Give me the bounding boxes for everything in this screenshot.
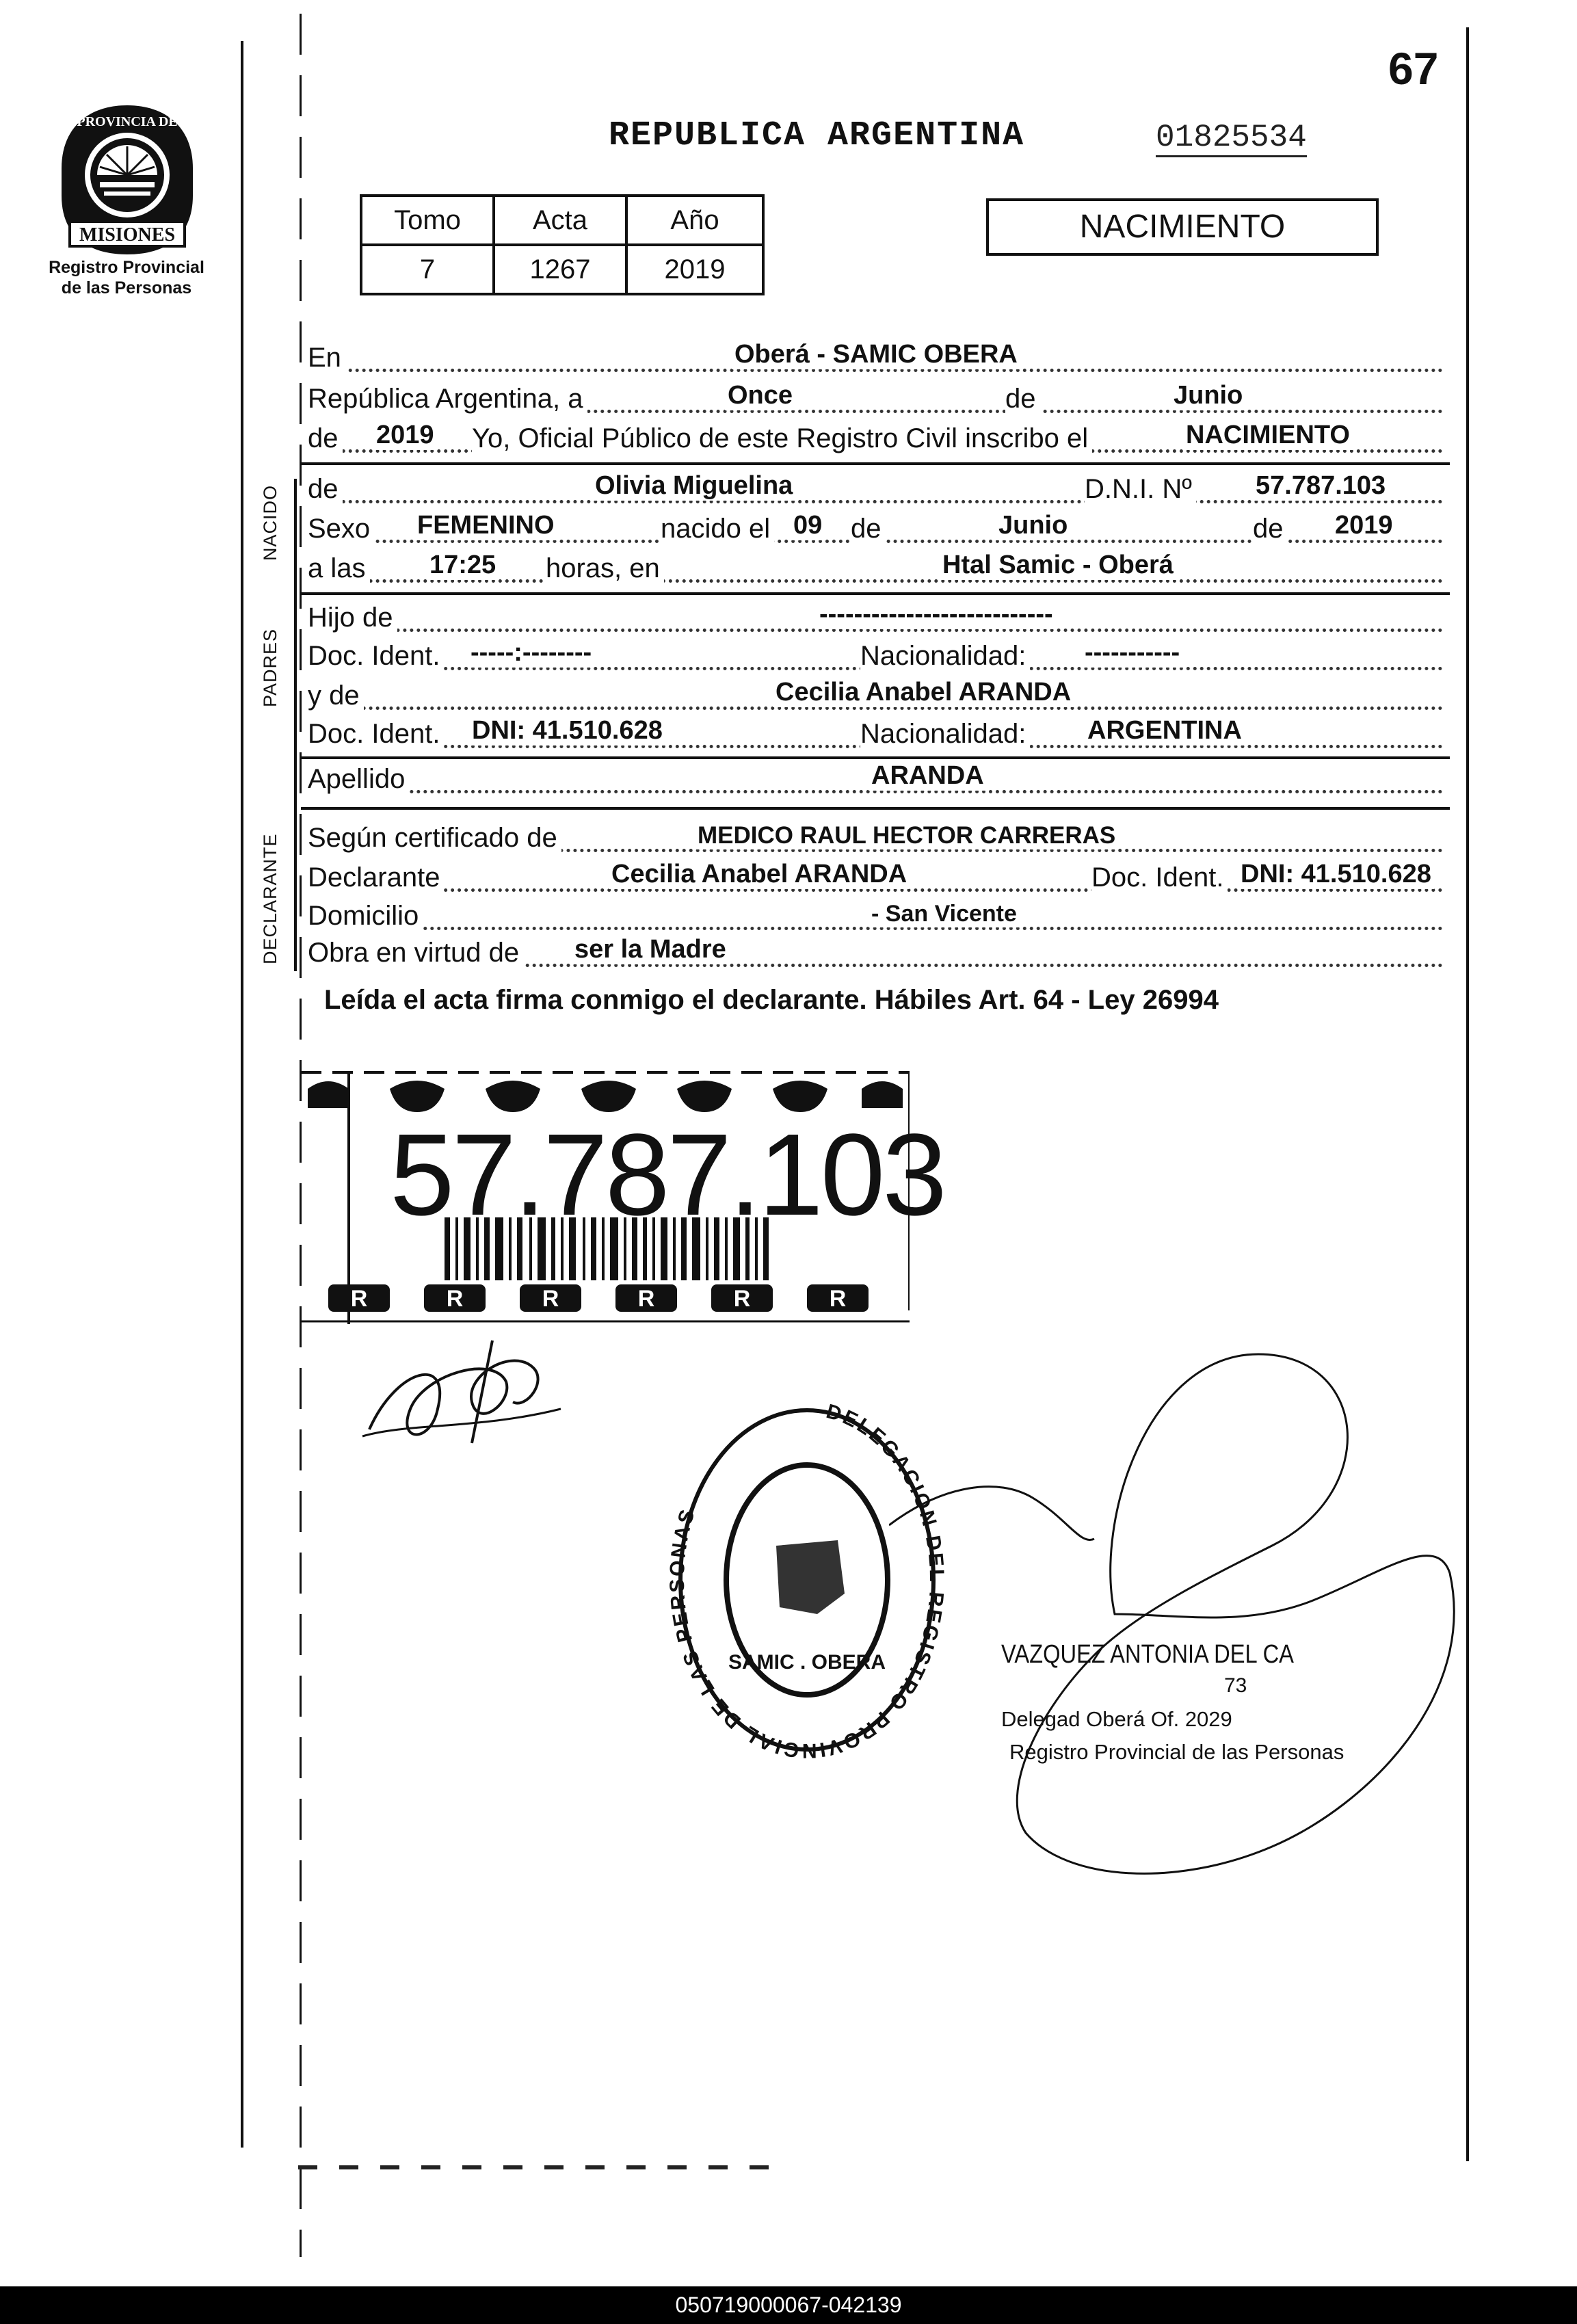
sticker-mark-5: R xyxy=(733,1286,751,1312)
sexo-label: Sexo xyxy=(308,514,374,544)
section-label-declarante: DECLARANTE xyxy=(260,833,280,964)
en-value: Oberá - SAMIC OBERA xyxy=(732,340,1020,369)
year-value: 2019 xyxy=(373,421,437,450)
hijo-label: Hijo de xyxy=(308,603,397,633)
nacido-label: nacido el xyxy=(661,514,774,544)
birth-year-value: 2019 xyxy=(1332,511,1396,540)
de2-label: de xyxy=(308,423,343,454)
mother-doc-value: DNI: 41.510.628 xyxy=(469,716,665,745)
section-label-padres: PADRES xyxy=(260,628,280,707)
line-obra xyxy=(308,934,1443,975)
cert-value: MEDICO RAUL HECTOR CARRERAS xyxy=(695,822,1118,849)
birth-day-value: 09 xyxy=(791,511,825,540)
record-table-value-row xyxy=(361,245,763,294)
day-value: Once xyxy=(725,381,795,410)
official-name: VAZQUEZ ANTONIA DEL CA xyxy=(1001,1640,1294,1669)
registry-label: Registro Provincial de las Personas xyxy=(49,258,204,298)
official-number: 73 xyxy=(1224,1674,1247,1697)
line-en xyxy=(308,339,1443,380)
seal-outer-text: DELEGACION DEL REGISTRO PROVINCIAL DE LAS PERSONAS xyxy=(665,1400,949,1762)
sticker-mark-4: R xyxy=(637,1286,655,1312)
line-mother-doc xyxy=(308,715,1443,756)
line-father-doc xyxy=(308,637,1443,678)
ano-value: 2019 xyxy=(626,245,763,294)
sticker-mark-2: R xyxy=(446,1286,464,1312)
official-registry: Registro Provincial de las Personas xyxy=(1009,1740,1344,1764)
mother-doc-label: Doc. Ident. xyxy=(308,719,444,750)
line-apellido xyxy=(308,761,1443,802)
father-nac-value: ----------- xyxy=(1082,638,1182,668)
apellido-value: ARANDA xyxy=(869,761,987,791)
obra-value: ser la Madre xyxy=(572,935,729,964)
statement-text: Yo, Oficial Público de este Registro Civil inscribo el xyxy=(472,423,1092,454)
line-republica xyxy=(308,380,1443,421)
father-nac-label: Nacionalidad: xyxy=(860,641,1030,672)
child-name-value: Olivia Miguelina xyxy=(592,471,795,501)
sexo-value: FEMENINO xyxy=(414,511,557,540)
line-name xyxy=(308,471,1443,512)
decl-doc-value: DNI: 41.510.628 xyxy=(1238,860,1434,889)
line-mother xyxy=(308,677,1443,718)
line-hijo xyxy=(308,599,1443,640)
republica-label: República Argentina, a xyxy=(308,384,587,414)
crest-arc-text: PROVINCIA DE xyxy=(77,114,178,129)
apellido-label: Apellido xyxy=(308,764,409,795)
dni-sticker-number: 57.787.103 xyxy=(390,1110,944,1240)
record-table xyxy=(360,194,765,295)
signature-left xyxy=(356,1327,574,1464)
record-table-header-row xyxy=(361,196,763,245)
line-domicilio xyxy=(308,897,1443,938)
line-sexo xyxy=(308,510,1443,551)
footer-barcode-text: 050719000067-042139 xyxy=(0,2286,1577,2324)
bottom-dashed-line xyxy=(298,2165,777,2169)
time-value: 17:25 xyxy=(427,551,499,580)
place-value: Htal Samic - Oberá xyxy=(940,551,1176,580)
separator-3 xyxy=(301,756,1450,759)
closing-statement: Leída el acta firma conmigo el declarante. Hábiles Art. 64 - Ley 26994 xyxy=(324,985,1219,1015)
dni-value: 57.787.103 xyxy=(1253,471,1388,501)
cert-label: Según certificado de xyxy=(308,823,561,854)
birth-month-value: Junio xyxy=(996,511,1070,540)
document-title: REPUBLICA ARGENTINA xyxy=(609,116,1025,155)
birth-de-label: de xyxy=(851,514,886,544)
mother-nac-value: ARGENTINA xyxy=(1085,716,1245,745)
father-doc-label: Doc. Ident. xyxy=(308,641,444,672)
domicilio-label: Domicilio xyxy=(308,901,423,932)
dni-label: D.N.I. Nº xyxy=(1085,474,1196,505)
sticker-mark-6: R xyxy=(829,1286,847,1312)
acta-value: 1267 xyxy=(494,245,626,294)
separator-4 xyxy=(301,807,1450,810)
de-label: de xyxy=(1005,384,1040,414)
en-label: En xyxy=(308,343,345,373)
signature-right xyxy=(889,1313,1505,1901)
tomo-header: Tomo xyxy=(361,196,494,245)
alas-label: a las xyxy=(308,553,370,584)
line-declarante xyxy=(308,859,1443,900)
line-time xyxy=(308,550,1443,591)
section-label-nacido: NACIDO xyxy=(260,484,280,561)
left-margin-line xyxy=(241,41,243,2148)
sticker-mark-1: R xyxy=(350,1286,368,1312)
horas-label: horas, en xyxy=(546,553,664,584)
line-year xyxy=(308,420,1443,461)
acta-header: Acta xyxy=(494,196,626,245)
seal-inner-text: SAMIC . OBERA xyxy=(728,1651,886,1674)
name-de-label: de xyxy=(308,474,343,505)
mother-value: Cecilia Anabel ARANDA xyxy=(773,678,1074,707)
page-number: 67 xyxy=(1388,43,1439,94)
father-doc-value: -----:-------- xyxy=(468,638,594,668)
crest-banner-text: MISIONES xyxy=(79,224,176,246)
birth-de2-label: de xyxy=(1253,514,1288,544)
serial-number: 01825534 xyxy=(1156,120,1307,157)
event-value: NACIMIENTO xyxy=(1183,421,1353,450)
declarante-value: Cecilia Anabel ARANDA xyxy=(609,860,910,889)
yde-label: y de xyxy=(308,681,364,711)
separator-1 xyxy=(301,462,1450,465)
official-delegate: Delegad Oberá Of. 2029 xyxy=(1001,1707,1232,1731)
decl-doc-label: Doc. Ident. xyxy=(1091,862,1228,893)
month-value: Junio xyxy=(1171,381,1245,410)
declarante-label: Declarante xyxy=(308,862,444,893)
father-value: --------------------------- xyxy=(817,600,1056,629)
mother-nac-label: Nacionalidad: xyxy=(860,719,1030,750)
domicilio-value: - San Vicente xyxy=(869,901,1020,927)
record-type-box: NACIMIENTO xyxy=(986,198,1379,256)
separator-2 xyxy=(301,592,1450,595)
sticker-mark-3: R xyxy=(542,1286,559,1312)
ano-header: Año xyxy=(626,196,763,245)
tomo-value: 7 xyxy=(361,245,494,294)
obra-label: Obra en virtud de xyxy=(308,938,523,968)
line-certificado xyxy=(308,819,1443,860)
section-divider-line xyxy=(294,479,297,971)
provincial-crest-logo xyxy=(49,100,205,259)
